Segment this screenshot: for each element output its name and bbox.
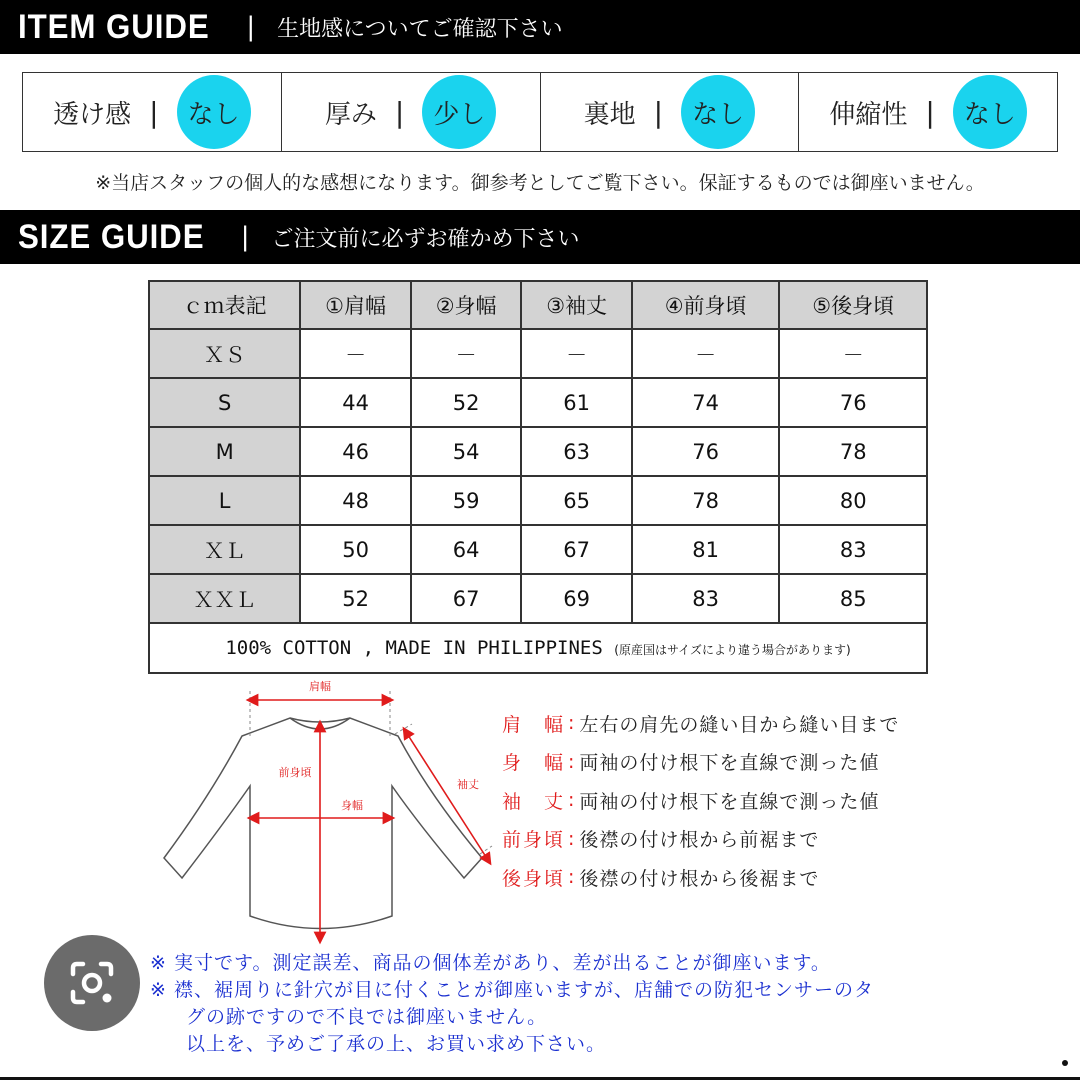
table-cell: 81: [632, 525, 779, 574]
item-guide-subtitle: 生地感についてご確認下さい: [277, 16, 563, 42]
table-row: [149, 476, 927, 525]
size-label: ＸＳ: [149, 329, 300, 378]
table-row: [149, 378, 927, 427]
label-front-length: 前身頃: [278, 766, 312, 779]
notes-block: [150, 950, 874, 1058]
definition-colon: :: [568, 712, 576, 735]
image-search-icon: [65, 956, 119, 1010]
fabric-attr-separator: |: [653, 95, 664, 129]
note-line: グの跡ですので不良では御座いません。: [186, 1006, 548, 1028]
material-text: 100% COTTON , MADE IN PHILIPPINES: [225, 637, 603, 659]
measurement-definitions: [502, 704, 899, 897]
table-cell: 61: [521, 378, 632, 427]
definition-item: [502, 820, 899, 859]
size-label: ＸＬ: [149, 525, 300, 574]
image-search-button[interactable]: [44, 935, 140, 1031]
table-cell: －: [632, 329, 779, 378]
table-row: [149, 427, 927, 476]
fabric-attr-value: なし: [681, 75, 755, 149]
table-cell: 44: [300, 378, 411, 427]
table-cell: 69: [521, 574, 632, 623]
definition-term: 前身頃: [502, 829, 564, 852]
table-cell: 85: [779, 574, 927, 623]
header-back-length: ⑤後身頃: [779, 281, 927, 329]
item-guide-title: ITEM GUIDE: [18, 7, 210, 46]
definition-colon: :: [568, 866, 576, 889]
table-cell: 67: [521, 525, 632, 574]
definition-colon: :: [568, 827, 576, 850]
material-cell: [149, 623, 927, 673]
size-guide-title: SIZE GUIDE: [18, 217, 205, 256]
size-label: S: [149, 378, 300, 427]
table-cell: 76: [779, 378, 927, 427]
table-cell: 74: [632, 378, 779, 427]
table-cell: 50: [300, 525, 411, 574]
fabric-attr-value: 少し: [422, 75, 496, 149]
definition-item: [502, 743, 899, 782]
header-unit: ｃｍ表記: [149, 281, 300, 329]
definition-text: 両袖の付け根下を直線で測った値: [579, 790, 880, 813]
table-header-row: [149, 281, 927, 329]
table-cell: 78: [632, 476, 779, 525]
size-label: L: [149, 476, 300, 525]
table-cell: 78: [779, 427, 927, 476]
definition-term: 肩幅: [502, 713, 564, 736]
fabric-attr-label: 透け感: [53, 99, 132, 130]
definition-term: 袖丈: [502, 790, 564, 813]
material-row: [149, 623, 927, 673]
header-chest: ②身幅: [411, 281, 522, 329]
table-row: [149, 574, 927, 623]
shirt-outline: [164, 718, 482, 929]
fabric-attr-thickness: [282, 73, 541, 151]
table-cell: 76: [632, 427, 779, 476]
table-cell: 64: [411, 525, 522, 574]
label-chest: 身幅: [341, 799, 363, 812]
note-line: ※ 襟、裾周りに針穴が目に付くことが御座いますが、店舗での防犯センサーのタ: [150, 979, 874, 1001]
definition-item: [502, 781, 899, 820]
fabric-attributes: [22, 72, 1058, 152]
table-row: [149, 329, 927, 378]
label-sleeve: 袖丈: [457, 778, 479, 791]
page-dot: [1062, 1060, 1068, 1066]
fabric-attr-stretch: [799, 73, 1057, 151]
definition-item: [502, 704, 899, 743]
item-guide-header: [0, 0, 1080, 54]
item-guide-separator: |: [246, 12, 256, 42]
size-label: M: [149, 427, 300, 476]
definition-text: 左右の肩先の縫い目から縫い目まで: [579, 713, 900, 736]
fabric-attr-value: なし: [177, 75, 251, 149]
header-shoulder: ①肩幅: [300, 281, 411, 329]
fabric-attr-sheerness: [23, 73, 282, 151]
table-cell: －: [300, 329, 411, 378]
table-cell: 52: [300, 574, 411, 623]
fabric-attr-separator: |: [394, 95, 405, 129]
table-cell: 46: [300, 427, 411, 476]
size-guide-header: [0, 210, 1080, 264]
fabric-attr-label: 厚み: [324, 99, 377, 130]
definition-term: 身幅: [502, 752, 564, 775]
measure-arrows: [252, 700, 488, 938]
table-cell: －: [521, 329, 632, 378]
fabric-attr-label: 裏地: [583, 99, 636, 130]
definition-term: 後身頃: [502, 867, 564, 890]
fabric-attr-separator: |: [149, 95, 159, 129]
size-guide-separator: |: [240, 222, 250, 252]
shirt-measurement-diagram: [160, 676, 510, 952]
table-cell: 65: [521, 476, 632, 525]
table-cell: 52: [411, 378, 522, 427]
size-guide-subtitle: ご注文前に必ずお確かめ下さい: [271, 226, 580, 252]
size-table: [148, 280, 928, 674]
table-row: [149, 525, 927, 574]
table-cell: 83: [779, 525, 927, 574]
definition-colon: :: [568, 750, 576, 773]
table-cell: －: [779, 329, 927, 378]
table-cell: 59: [411, 476, 522, 525]
origin-note: (原産国はサイズにより違う場合があります): [614, 643, 851, 657]
size-label: ＸＸＬ: [149, 574, 300, 623]
fabric-attr-separator: |: [925, 95, 935, 129]
header-front-length: ④前身頃: [632, 281, 779, 329]
definition-item: [502, 858, 899, 897]
definition-colon: :: [568, 789, 576, 812]
table-cell: 83: [632, 574, 779, 623]
fabric-attr-label: 伸縮性: [829, 99, 908, 130]
table-cell: 63: [521, 427, 632, 476]
table-cell: －: [411, 329, 522, 378]
fabric-attr-value: なし: [953, 75, 1027, 149]
note-line: ※ 実寸です。測定誤差、商品の個体差があり、差が出ることが御座います。: [150, 952, 831, 974]
definition-text: 両袖の付け根下を直線で測った値: [579, 752, 880, 775]
table-cell: 48: [300, 476, 411, 525]
definition-text: 後襟の付け根から後裾まで: [579, 867, 820, 890]
table-cell: 67: [411, 574, 522, 623]
fabric-disclaimer: ※当店スタッフの個人的な感想になります。御参考としてご覧下さい。保証するものでは御座いません。: [95, 172, 985, 194]
fabric-attr-lining: [541, 73, 800, 151]
table-cell: 80: [779, 476, 927, 525]
table-cell: 54: [411, 427, 522, 476]
note-line: 以上を、予めご了承の上、お買い求め下さい。: [186, 1033, 607, 1055]
header-sleeve: ③袖丈: [521, 281, 632, 329]
label-shoulder: 肩幅: [309, 680, 331, 693]
definition-text: 後襟の付け根から前裾まで: [579, 829, 820, 852]
